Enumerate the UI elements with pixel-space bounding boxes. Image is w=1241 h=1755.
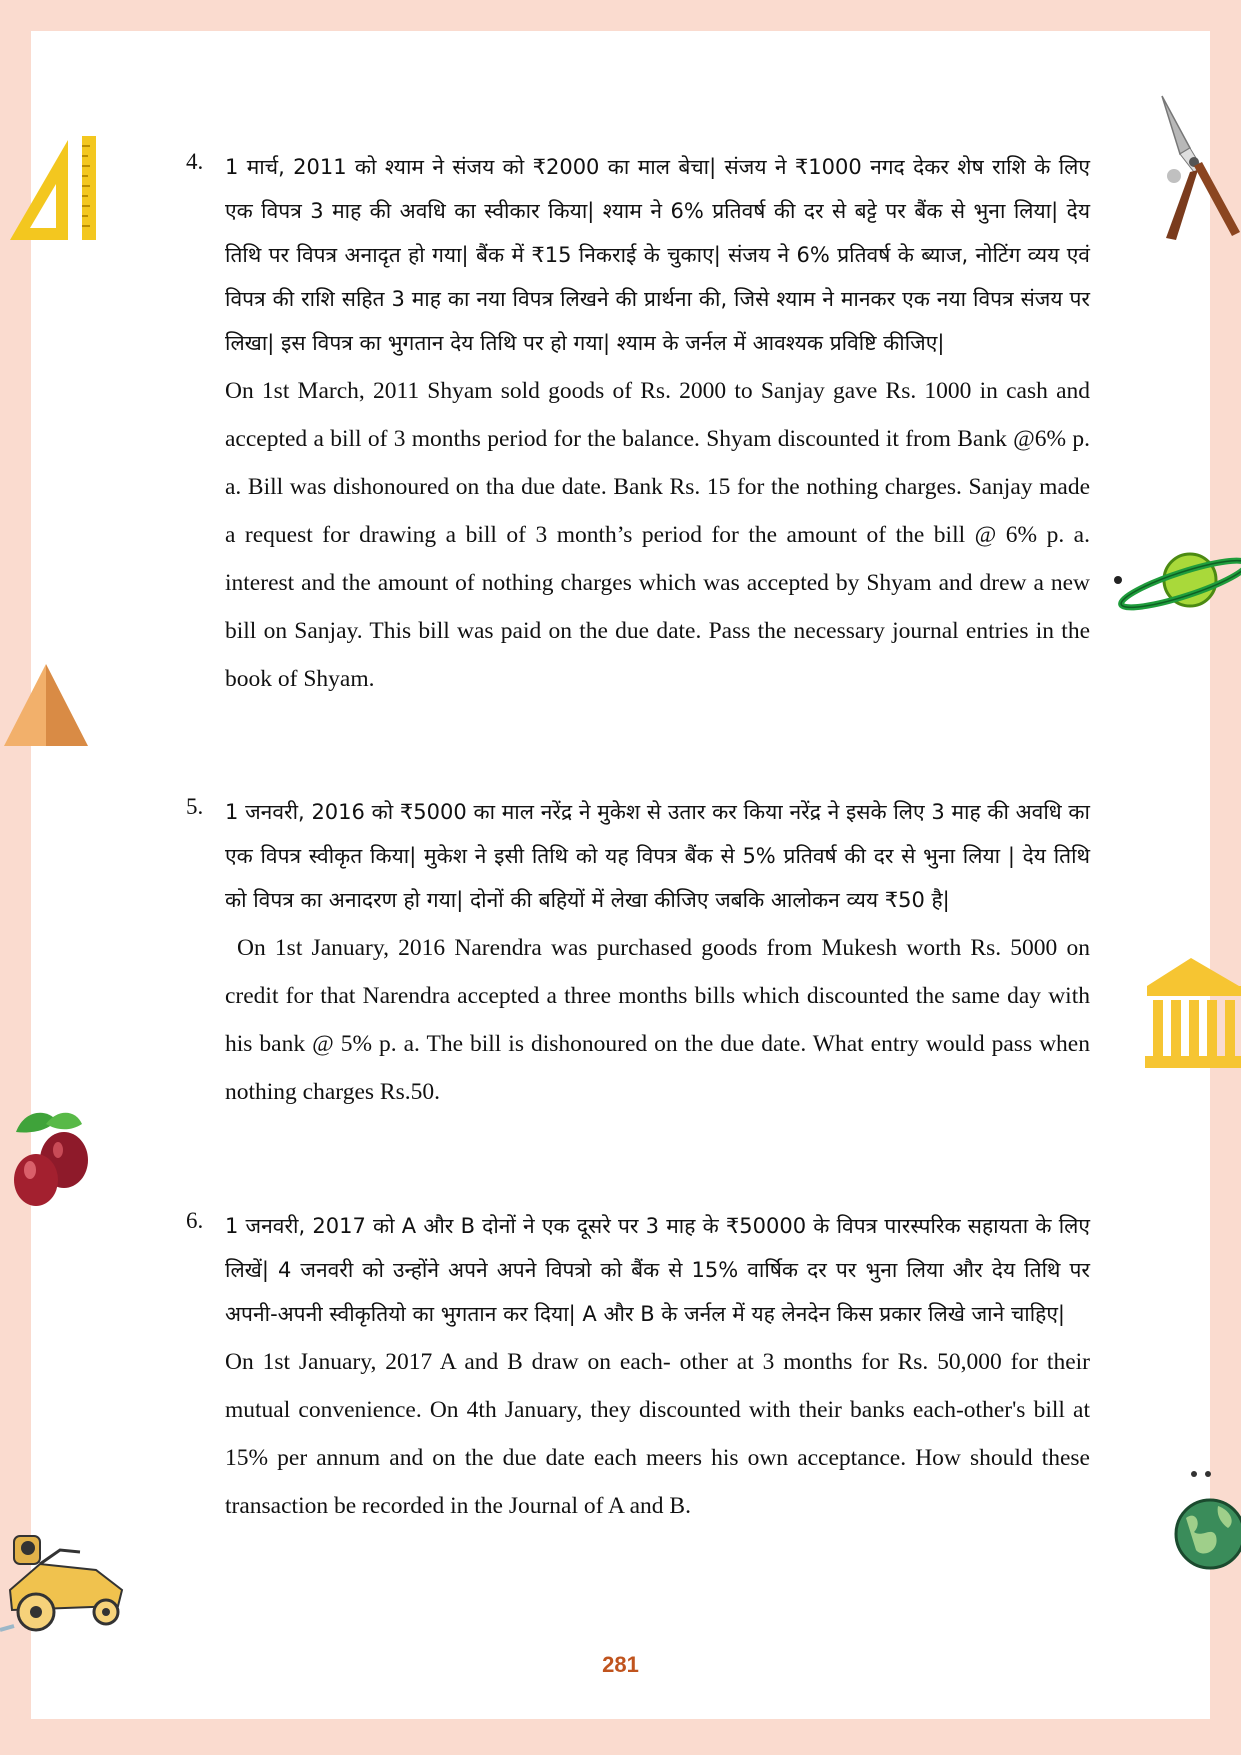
set-square-ruler-icon bbox=[8, 132, 104, 244]
question-english-text: On 1st January, 2017 A and B draw on each- other at 3 months for Rs. 50,000 for their mutual convenience. On 4th January, they discounted with their banks each-other's bill at 15% per annum and on the due date each meers his own acceptance. How should these transaction be recorded in the Journal of A and B. bbox=[225, 1349, 1090, 1519]
question-6 bbox=[187, 1204, 1090, 1530]
question-number: 5. bbox=[186, 794, 204, 819]
question-english-text: On 1st March, 2011 Shyam sold goods of Rs. 2000 to Sanjay gave Rs. 1000 in cash and accepted a bill of 3 months period for the balance. Shyam discounted it from Bank @6% p. a. Bill was dishonoured on tha due date. Bank Rs. 15 for the nothing charges. Sanjay made a request for drawing a bill of 3 month’s period for the amount of the bill @ 6% p. a. interest and the amount of nothing charges which was accepted by Shyam and drew a new bill on Sanjay. This bill was paid on the due date. Pass the necessary journal entries in the book of Shyam. bbox=[225, 378, 1090, 692]
question-hindi-text: 1 मार्च, 2011 को श्याम ने संजय को ₹2000 का माल बेचा| संजय ने ₹1000 नगद देकर शेष राशि के लिए एक विपत्र 3 माह की अवधि का स्वीकार किया| श्याम ने 6% प्रतिवर्ष की दर से बट्टे पर बैंक से भुना लिया| देय तिथि पर विपत्र अनादृत हो गया| बैंक में ₹15 निकराई के चुकाए| संजय ने 6% प्रतिवर्ष के ब्याज, नोटिंग व्यय एवं विपत्र की राशि सहित 3 माह का नया विपत्र लिखने की प्रार्थना की, जिसे श्याम ने मानकर एक नया विपत्र संजय पर लिखा| इस विपत्र का भुगतान देय तिथि पर हो गया| श्याम के जर्नल में आवश्यक प्रविष्टि कीजिए| bbox=[225, 155, 1090, 355]
question-number: 6. bbox=[186, 1208, 204, 1233]
question-number: 4. bbox=[186, 149, 204, 174]
globe-icon bbox=[1172, 1466, 1241, 1570]
pyramid-icon bbox=[2, 660, 90, 748]
question-english-text: On 1st January, 2016 Narendra was purchased goods from Mukesh worth Rs. 5000 on credit for that Narendra accepted a three months bills which discounted the same day with his bank @ 5% p. a. The bill is dishonoured on the due date. What entry would pass when nothing charges Rs.50. bbox=[225, 935, 1090, 1105]
greek-temple-icon bbox=[1143, 956, 1241, 1070]
question-hindi-text: 1 जनवरी, 2016 को ₹5000 का माल नरेंद्र ने मुकेश से उतार कर किया नरेंद्र ने इसके लिए 3 माह की अवधि का एक विपत्र स्वीकृत किया| मुकेश ने इसी तिथि को यह विपत्र बैंक से 5% प्रतिवर्ष की दर से भुना लिया | देय तिथि को विपत्र का अनादरण हो गया| दोनों की बहियों में लेखा कीजिए जबकि आलोकन व्यय ₹50 है| bbox=[225, 800, 1090, 912]
garden-shears-icon bbox=[1150, 92, 1241, 242]
vintage-car-icon bbox=[0, 1530, 130, 1640]
question-4 bbox=[187, 145, 1090, 703]
page-number: 281 bbox=[602, 1652, 639, 1677]
question-hindi-text: 1 जनवरी, 2017 को A और B दोनों ने एक दूसरे पर 3 माह के ₹50000 के विपत्र पारस्परिक सहायता के लिए लिखें| 4 जनवरी को उन्होंने अपने अपने विपत्रो को बैंक से 15% वार्षिक दर पर भुना लिया और देय तिथि पर अपनी-अपनी स्वीकृतियो का भुगतान कर दिया| A और B के जर्नल में यह लेनदेन किस प्रकार लिखे जाने चाहिए| bbox=[225, 1214, 1090, 1326]
saturn-planet-icon bbox=[1110, 544, 1241, 618]
jamun-fruit-icon bbox=[6, 1104, 92, 1208]
question-5 bbox=[187, 790, 1090, 1116]
